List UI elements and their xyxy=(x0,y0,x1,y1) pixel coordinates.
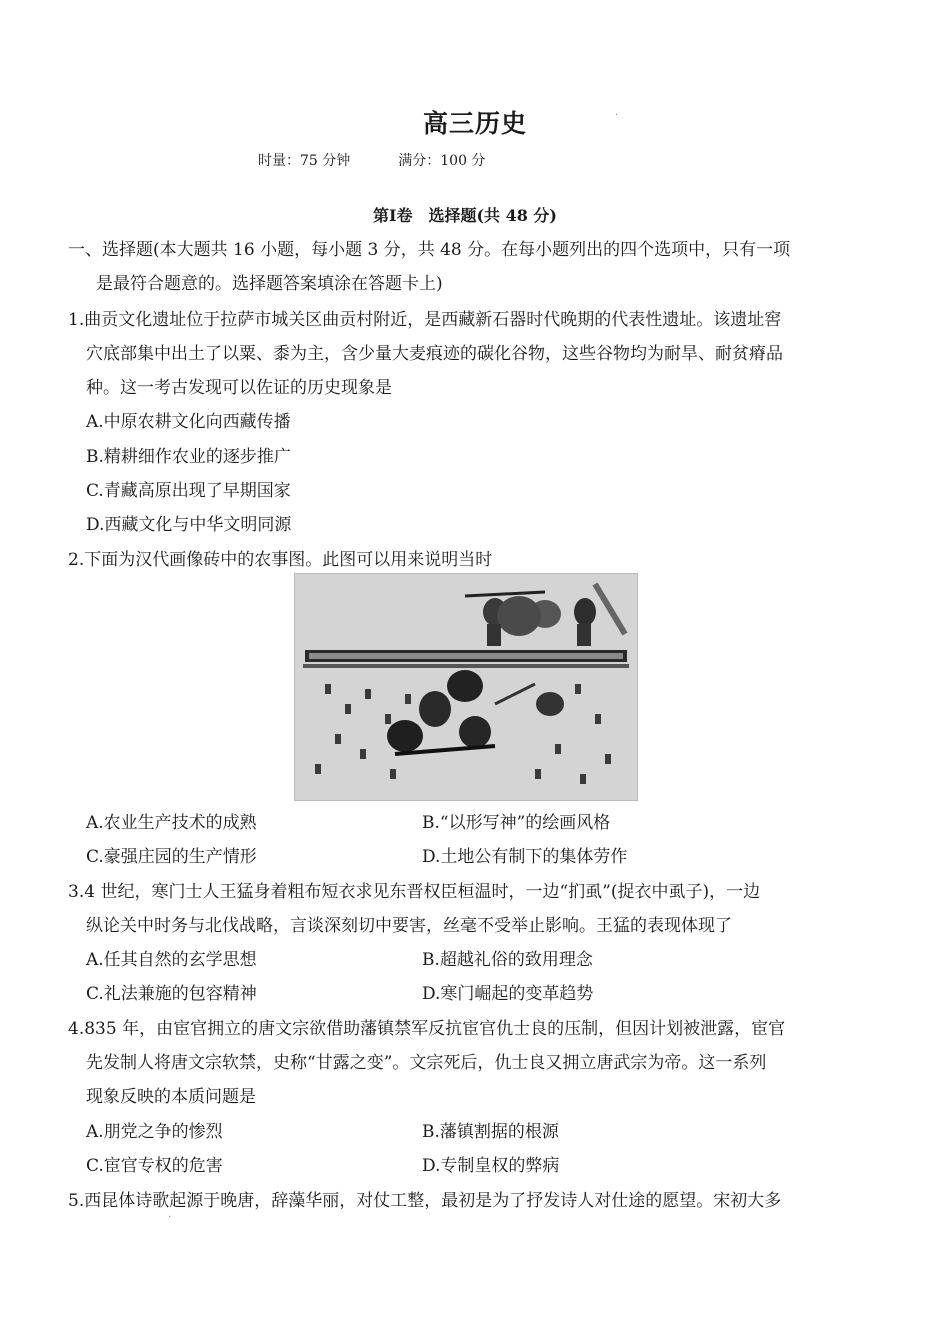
q4-option-a: A.朋党之争的惨烈 xyxy=(86,1122,223,1142)
scan-dot: · xyxy=(615,110,619,121)
q1-stem-line-3: 种。这一考古发现可以佐证的历史现象是 xyxy=(86,378,392,398)
q2-stem-line-1: 2.下面为汉代画像砖中的农事图。此图可以用来说明当时 xyxy=(68,550,493,570)
q1-stem-line-1: 1.曲贡文化遗址位于拉萨市城关区曲贡村附近，是西藏新石器时代晚期的代表性遗址。该遗址窖 xyxy=(68,310,782,330)
q1-option-b: B.精耕细作农业的逐步推广 xyxy=(86,447,291,467)
q1-option-a: A.中原农耕文化向西藏传播 xyxy=(86,412,291,432)
q4-stem-line-1: 4.835 年，由宦官拥立的唐文宗欲借助藩镇禁军反抗宦官仇士良的压制，但因计划被泄露，宦官 xyxy=(68,1019,786,1039)
q3-option-b: B.超越礼俗的致用理念 xyxy=(422,950,593,970)
scan-dot: · xyxy=(168,1212,172,1223)
q3-option-d: D.寒门崛起的变革趋势 xyxy=(422,984,594,1004)
q3-option-c: C.礼法兼施的包容精神 xyxy=(86,984,257,1004)
q3-option-a: A.任其自然的玄学思想 xyxy=(86,950,257,970)
page-title: 高三历史 xyxy=(422,109,527,138)
q2-option-b: B.“以形写神”的绘画风格 xyxy=(422,813,611,833)
section-title: 第Ⅰ卷 选择题(共 48 分) xyxy=(372,206,558,225)
q3-stem-line-2: 纵论关中时务与北伐战略，言谈深刻切中要害，丝毫不受举止影响。王猛的表现体现了 xyxy=(86,916,732,936)
q4-stem-line-3: 现象反映的本质问题是 xyxy=(86,1087,256,1107)
exam-time: 时量：75 分钟 xyxy=(258,153,351,169)
han-brick-farming-image xyxy=(294,573,638,801)
q1-stem-line-2: 穴底部集中出土了以粟、黍为主，含少量大麦痕迹的碳化谷物，这些谷物均为耐旱、耐贫瘠品 xyxy=(86,344,783,364)
instructions-line-2: 是最符合题意的。选择题答案填涂在答题卡上) xyxy=(96,274,443,294)
q3-stem-line-1: 3.4 世纪，寒门士人王猛身着粗布短衣求见东晋权臣桓温时，一边“扪虱”(捉衣中虱子)，一边 xyxy=(68,882,761,902)
q2-option-a: A.农业生产技术的成熟 xyxy=(86,813,257,833)
q4-option-b: B.藩镇割据的根源 xyxy=(422,1122,559,1142)
exam-score: 满分：100 分 xyxy=(398,153,486,169)
q1-option-c: C.青藏高原出现了早期国家 xyxy=(86,481,291,501)
q4-stem-line-2: 先发制人将唐文宗软禁，史称“甘露之变”。文宗死后，仇士良又拥立唐武宗为帝。这一系列 xyxy=(86,1053,767,1073)
q4-option-c: C.宦官专权的危害 xyxy=(86,1156,223,1176)
q2-option-d: D.土地公有制下的集体劳作 xyxy=(422,847,628,867)
exam-meta xyxy=(258,150,533,170)
q2-option-c: C.豪强庄园的生产情形 xyxy=(86,847,257,867)
instructions-line-1: 一、选择题(本大题共 16 小题，每小题 3 分，共 48 分。在每小题列出的四个选项中，只有一项 xyxy=(68,240,791,260)
q1-option-d: D.西藏文化与中华文明同源 xyxy=(86,515,292,535)
q4-option-d: D.专制皇权的弊病 xyxy=(422,1156,560,1176)
q5-stem-line-1: 5.西昆体诗歌起源于晚唐，辞藻华丽，对仗工整，最初是为了抒发诗人对仕途的愿望。宋初大多 xyxy=(68,1191,782,1211)
